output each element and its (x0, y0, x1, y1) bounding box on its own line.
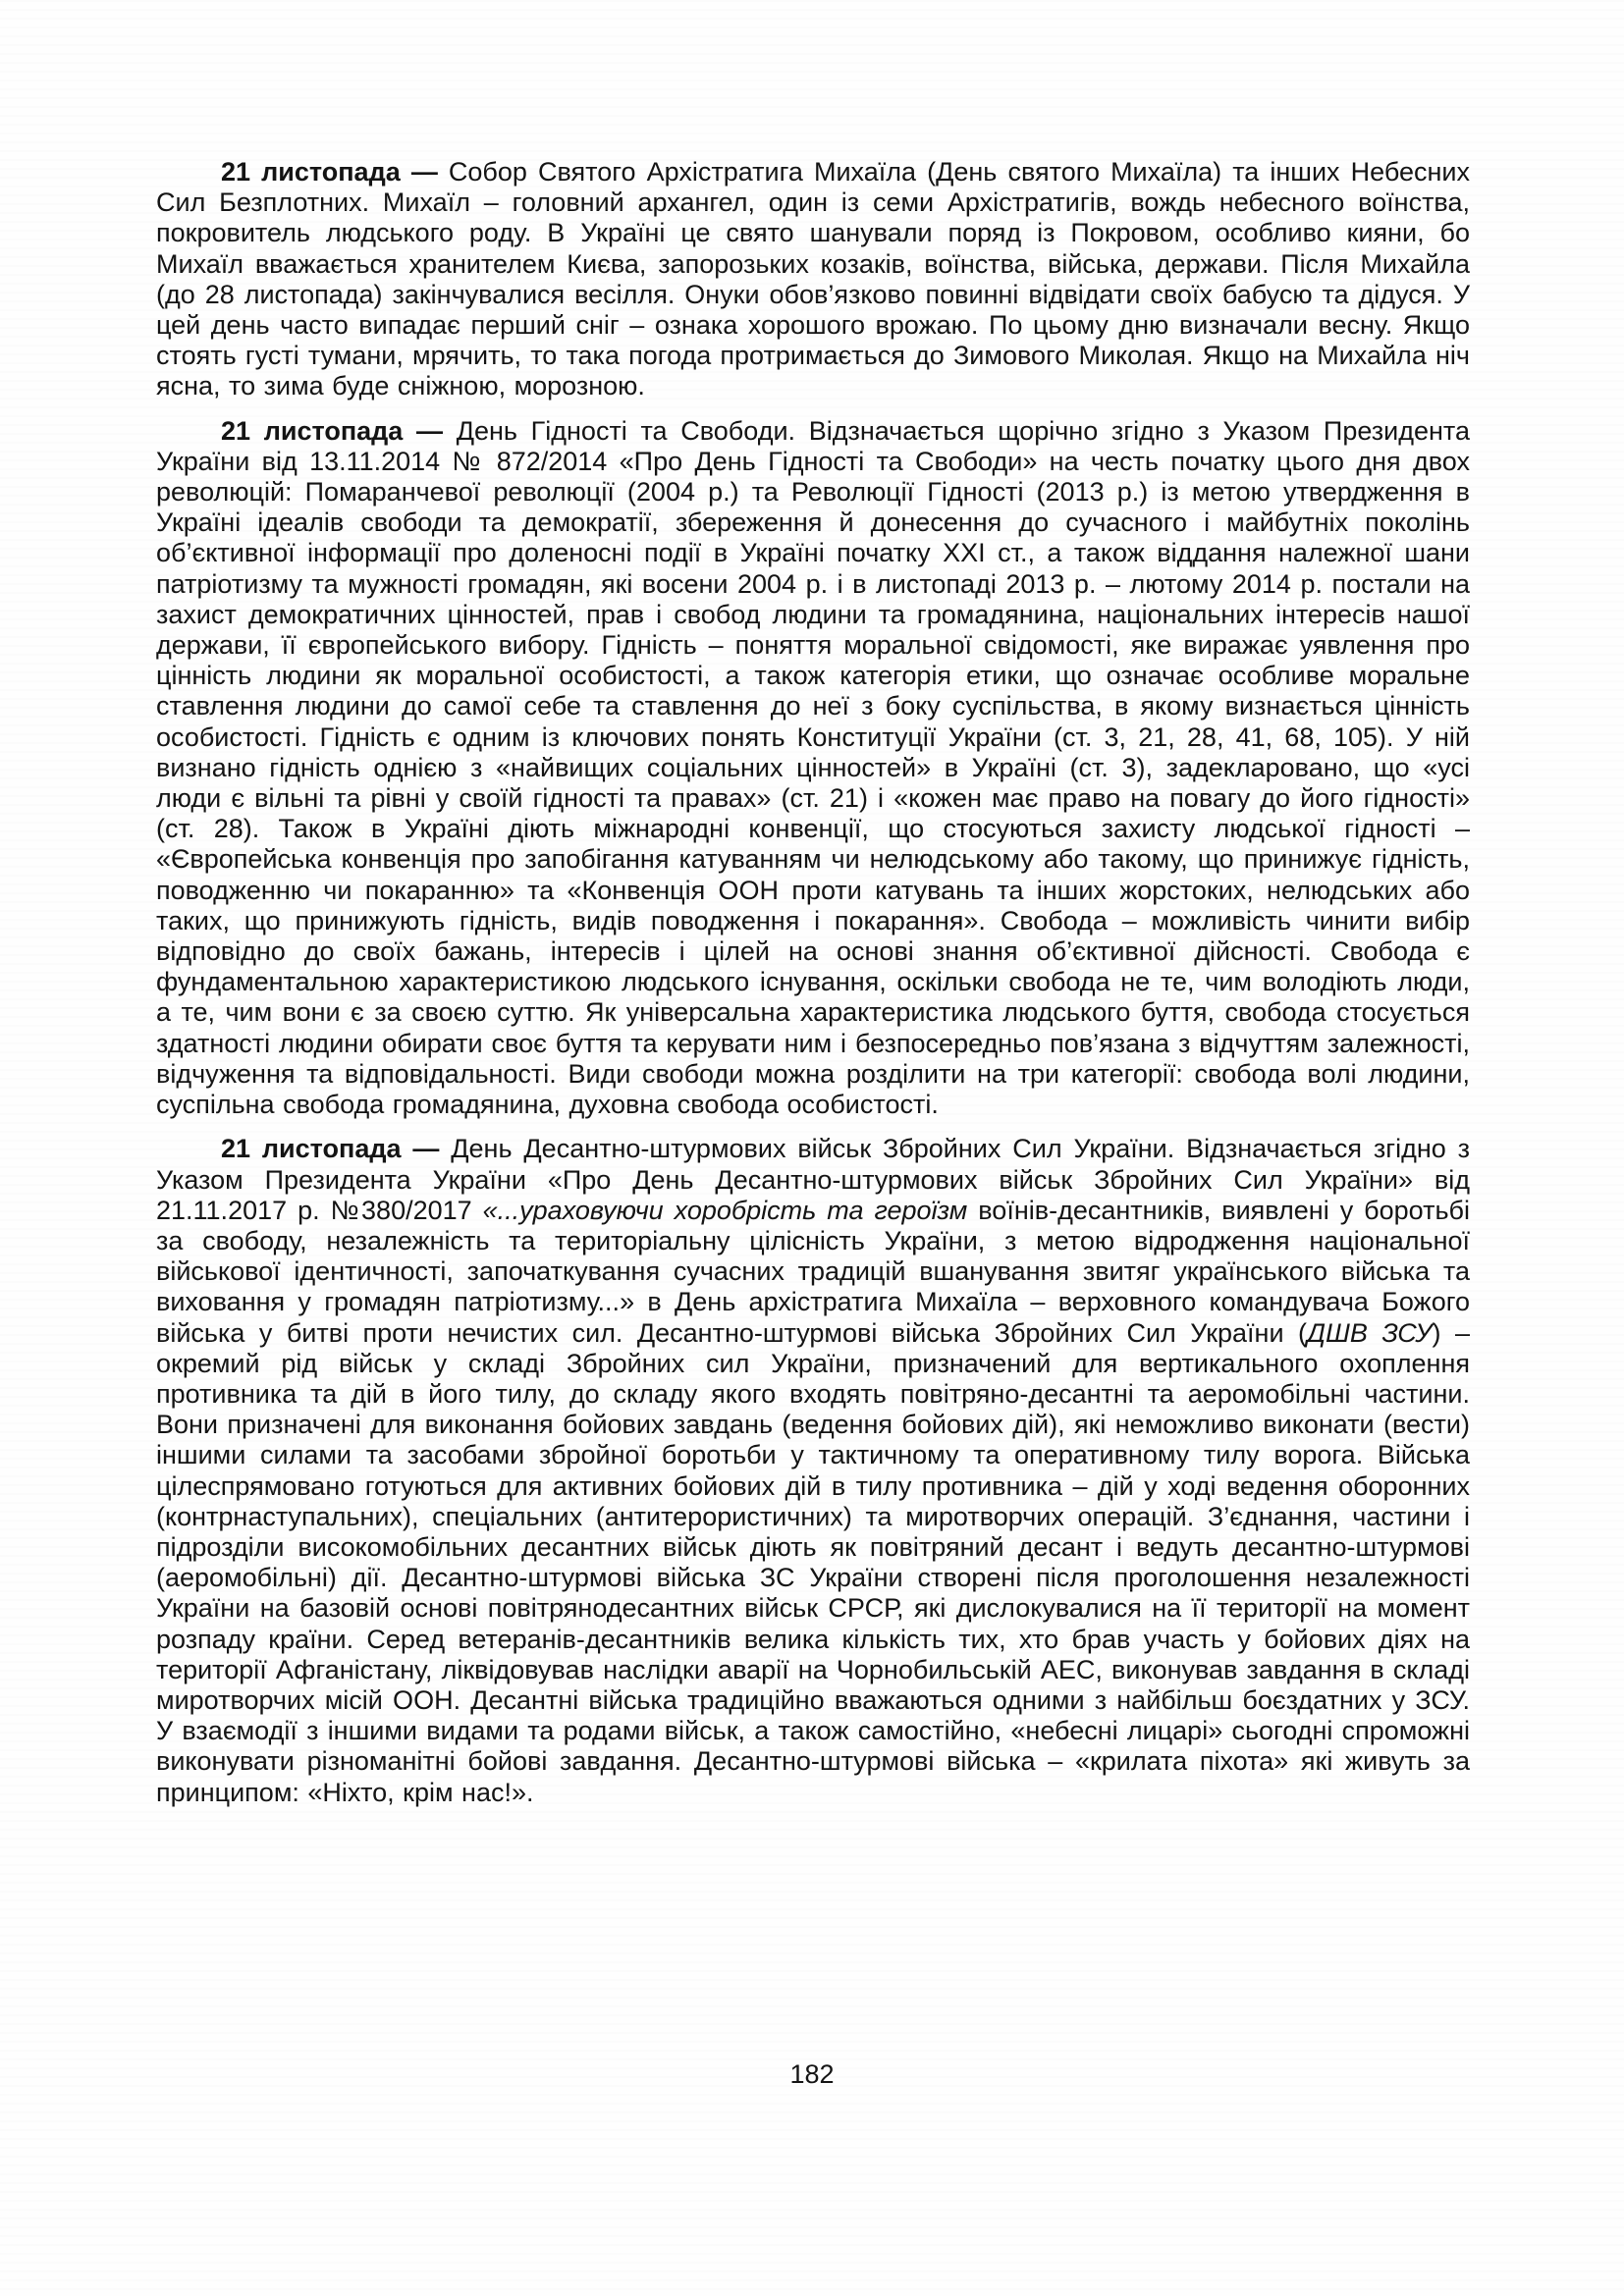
page-content (156, 157, 1470, 1822)
paragraph-text: ) – окремий рід військ у складі Збройних сил України, призначений для вертикального охоплення противника та дій в його тилу, до складу якого входять повітряно-десантні та аеромобільні частини. Вони призначені для виконання бойових завдань (ведення бойових дій), які неможливо виконати (вести) іншими силами та засобами збройної боротьби у тактичному та оперативному тилу ворога. Війська цілеспрямовано готуються для активних бойових дій в тилу противника – дій у ході ведення оборонних (контрнаступальних), спеціальних (антитерористичних) та миротворчих операцій. З’єднання, частини і підрозділи високомобільних десантних військ діють як повітряний десант і ведуть десантно-штурмові (аеромобільні) дії. Десантно-штурмові війська ЗС України створені після проголошення незалежності України на базовій основі повітрянодесантних військ СРСР, які дислокувалися на її території на момент розпаду країни. Серед ветеранів-десантників велика кількість тих, хто брав участь у бойових діях на території Афганістану, ліквідовував наслідки аварії на Чорнобильській АЕС, виконував завдання в складі миротворчих місій ООН. Десантні війська традиційно вважаються одними з найбільш боєздатних у ЗСУ. У взаємодії з іншими видами та родами військ, а також самостійно, «небесні лицарі» сьогодні спроможні виконувати різноманітні бойові завдання. Десантно-штурмові війська – «крилата піхота» які живуть за принципом: «Ніхто, крім нас!». (156, 1317, 1471, 1807)
paragraph-text: Собор Святого Архістратига Михаїла (День святого Михаїла) та інших Небесних Сил Безплотних. Михаїл – головний архангел, один із семи Архістратигів, вождь небесного воїнства, покровитель людського роду. В Україні це свято шанували поряд із Покровом, особливо кияни, бо Михаїл вважається хранителем Києва, запорозьких козаків, воїнства, війська, держави. Після Михайла (до 28 листопада) закінчувалися весілля. Онуки обов’язково повинні відвідати своїх бабусю та дідуся. У цей день часто випадає перший сніг – ознака хорошого врожаю. По цьому дню визначали весну. Якщо стоять густі тумани, мрячить, то така погода протримається до Зимового Миколая. Якщо на Михайла ніч ясна, то зима буде сніжною, морозною. (156, 157, 1470, 401)
paragraph-text: воїнів-десантників, виявлені у боротьбі за свободу, незалежність та територіальну цілісність України, з метою відродження національної військової ідентичності, започаткування сучасних традицій вшанування звитяг українського війська та виховання у громадян патріотизму...» в День архістратига Михаїла – верховного командувача Божого війська у битві проти нечистих сил. Десантно-штурмові війська Збройних Сил України ( (156, 1195, 1470, 1348)
paragraph-michael-day (156, 157, 1470, 402)
paragraph-air-assault-day (156, 1134, 1470, 1807)
date-lead: 21 листопада — (221, 157, 449, 187)
date-lead: 21 листопада — (221, 1134, 452, 1164)
paragraph-text: День Гідності та Свободи. Відзначається щорічно згідно з Указом Президента України від 13.11.2014 № 872/2014 «Про День Гідності та Свободи» на честь початку цього дня двох революцій: Помаранчевої революції (2004 р.) та Революції Гідності (2013 р.) із метою утвердження в Україні ідеалів свободи та демократії, збереження й донесення до сучасного і майбутніх поколінь об’єктивної інформації про доленосні події в Україні початку XXI ст., а також віддання належної шани патріотизму та мужності громадян, які восени 2004 р. і в листопаді 2013 р. – лютому 2014 р. постали на захист демократичних цінностей, прав і свобод людини та громадянина, національних інтересів нашої держави, її європейського вибору. Гідність – поняття моральної свідомості, яке виражає уявлення про цінність людини як моральної особистості, а також категорія етики, що означає особливе моральне ставлення людини до самої себе та ставлення до неї з боку суспільства, в якому визнається цінність особистості. Гідність є одним із ключових понять Конституції України (ст. 3, 21, 28, 41, 68, 105). У ній визнано гідність однією з «найвищих соціальних цінностей» в Україні (ст. 3), задекларовано, що «усі люди є вільні та рівні у своїй гідності та правах» (ст. 21) і «кожен має право на повагу до його гідності» (ст. 28). Також в Україні діють міжнародні конвенції, що стосуються захисту людської гідності – «Європейська конвенція про запобігання катуванням чи нелюдському або такому, що принижує гідність, поводженню чи покаранню» та «Конвенція ООН проти катувань та інших жорстоких, нелюдських або таких, що принижують гідність, видів поводження і покарання». Свобода – можливість чинити вибір відповідно до своїх бажань, інтересів і цілей на основі знання об’єктивної дійсності. Свобода є фундаментальною характеристикою людського існування, оскільки свобода не те, чим володіють люди, а те, чим вони є за своєю суттю. Як універсальна характеристика людського буття, свобода стосується здатності людини обирати своє буття та керувати ним і безпосередньо пов’язана з відчуттям залежності, відчуження та відповідальності. Види свободи можна розділити на три категорії: свобода волі людини, суспільна свобода громадянина, духовна свобода особистості. (156, 415, 1470, 1120)
paragraph-text: День Десантно-штурмових військ Збройних Сил України. Відзначається згідно з Указом Президента України «Про День Десантно-штурмових військ Збройних Сил України» від 21.11.2017 р. №380/2017 (156, 1134, 1470, 1225)
date-lead: 21 листопада — (221, 415, 457, 446)
abbreviation-italic: ДШВ ЗСУ (1307, 1317, 1433, 1348)
page-number: 182 (789, 2059, 835, 2089)
decree-quote-italic: «...ураховуючи хоробрість та героїзм (482, 1195, 979, 1225)
paragraph-dignity-freedom-day (156, 416, 1470, 1121)
